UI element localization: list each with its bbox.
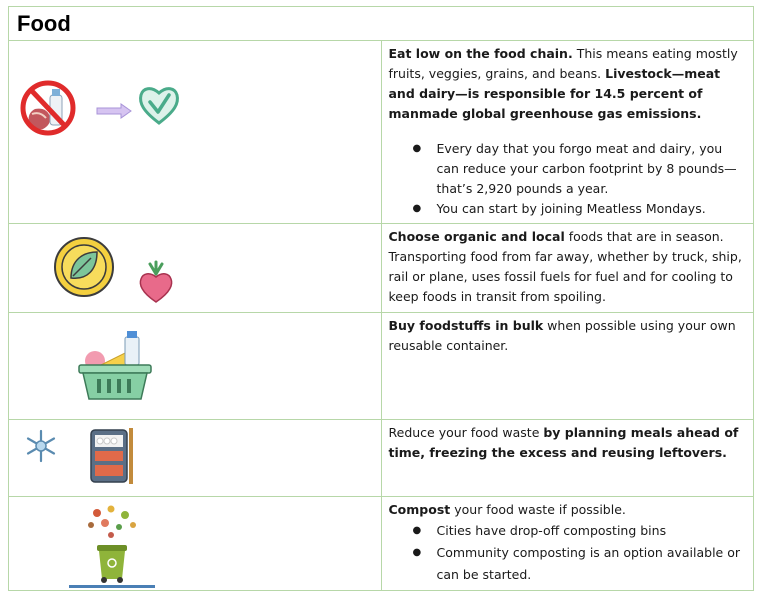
tip-3-paragraph — [389, 316, 746, 356]
tip-4-text-cell — [381, 420, 754, 497]
title-cell — [9, 7, 754, 41]
tip-3-part-1: Buy foodstuffs in bulk — [388, 318, 544, 333]
beet-icon — [137, 260, 175, 304]
tip-2-part-1: Choose organic and local — [388, 229, 565, 244]
tip-1-paragraph — [389, 44, 746, 124]
tip-4-part-2: by planning meals ahead of time, freezing the excess and reusing leftovers. — [388, 425, 739, 460]
tip-2-icon-cell — [9, 224, 382, 313]
tip-4-icon-cell — [9, 420, 382, 497]
tip-2-text-cell — [381, 224, 754, 313]
tip-5-part-1: Compost — [388, 502, 451, 517]
grocery-basket-icon — [73, 325, 157, 405]
tip-3-part-2: when possible using your own reusable container. — [388, 318, 736, 353]
heart-check-icon — [137, 83, 181, 127]
tip-5-bullets — [389, 520, 746, 586]
tip-3-text-cell — [381, 313, 754, 420]
tip-1-part-2: This means eating mostly fruits, veggies, grains, and beans. — [388, 46, 738, 81]
tip-5-part-2: your food waste if possible. — [450, 502, 626, 517]
tip-1-part-3: Livestock—meat and dairy—is responsible for 14.5 percent of manmade global greenhouse gas emissions. — [388, 66, 721, 121]
tip-2-part-2: foods that are in season. Transporting food from far away, whether by truck, ship, rail or plane, uses fossil fuels for fuel and for cooling to keep foods in transit from spoiling. — [388, 229, 742, 304]
no-meat-dairy-icon — [19, 75, 77, 137]
tip-row-5 — [9, 497, 754, 591]
tip-5-bullet-1: ● Cities have drop-off composting bins — [437, 520, 746, 542]
meal-prep-container-icon — [87, 426, 137, 486]
tip-row-4 — [9, 420, 754, 497]
food-tips-table — [8, 6, 754, 591]
tip-row-2 — [9, 224, 754, 313]
tip-4-paragraph — [389, 423, 746, 463]
tip-1-bullets — [389, 139, 746, 219]
compost-bin-icon — [67, 503, 157, 589]
tip-1-text-cell — [381, 41, 754, 224]
tip-1-icon-cell — [9, 41, 382, 224]
arrow-right-icon — [95, 103, 133, 119]
tip-1-bullet-1: ● Every day that you forgo meat and dairy, you can reduce your carbon footprint by 8 pounds—that’s 2,920 pounds a year. — [437, 139, 746, 199]
tip-2-paragraph — [389, 227, 746, 307]
food-tips-sheet — [8, 6, 754, 591]
tip-5-icon-cell — [9, 497, 382, 591]
tip-5-paragraph — [389, 500, 746, 520]
snowflake-icon — [23, 428, 59, 464]
tip-1-bullet-2: ● You can start by joining Meatless Mondays. — [437, 199, 746, 219]
tip-1-part-1: Eat low on the food chain. — [388, 46, 573, 61]
tip-row-3 — [9, 313, 754, 420]
tip-5-text-cell — [381, 497, 754, 591]
tip-5-bullet-2: ● Community composting is an option available or can be started. — [437, 542, 746, 586]
section-title: Food — [17, 11, 71, 36]
organic-leaf-badge-icon — [53, 236, 115, 298]
title-row — [9, 7, 754, 41]
tip-4-part-1: Reduce your food waste — [388, 425, 544, 440]
tip-3-icon-cell — [9, 313, 382, 420]
tip-row-1 — [9, 41, 754, 224]
